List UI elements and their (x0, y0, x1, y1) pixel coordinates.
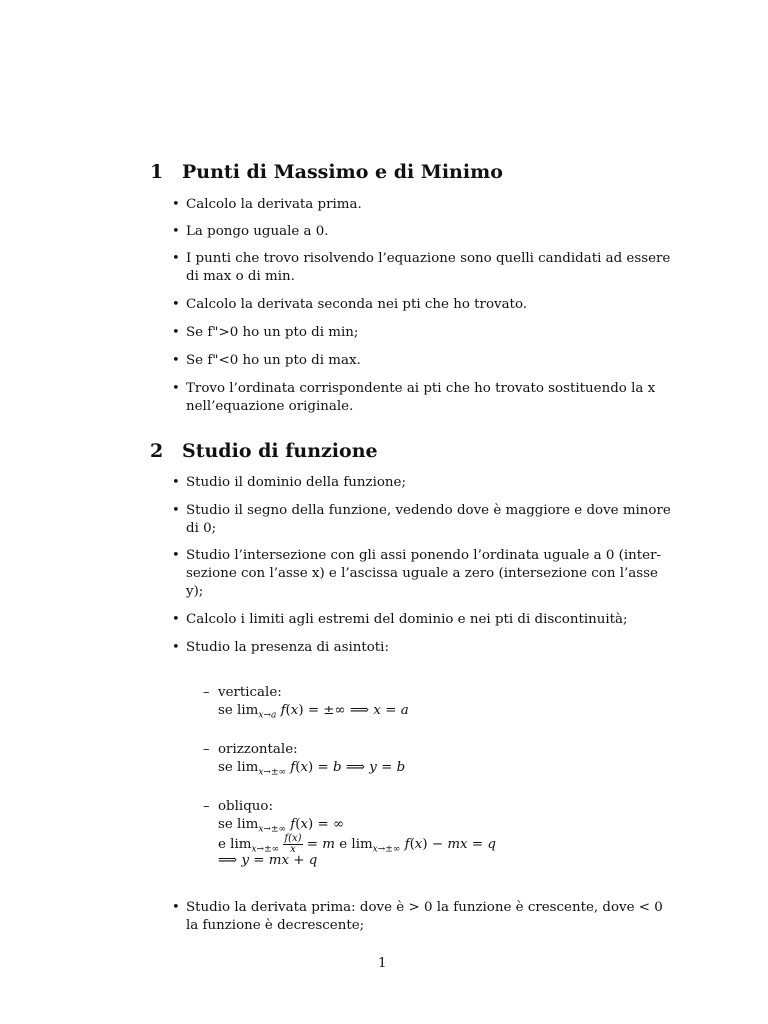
bullet-icon: • (172, 612, 180, 627)
bullet-icon: • (172, 900, 180, 915)
asymptote-oblique-label: obliquo: (218, 799, 273, 814)
list-item: I punti che trovo risolvendo l’equazione sono quelli candidati ad essere (186, 251, 671, 266)
list-item: Studio il dominio della funzione; (186, 475, 406, 490)
list-item: La pongo uguale a 0. (186, 224, 329, 239)
list-item: Se f">0 ho un pto di min; (186, 325, 359, 340)
section-number: 2 (150, 440, 164, 462)
bullet-icon: • (172, 353, 180, 368)
section-number: 1 (150, 161, 164, 183)
list-item-continuation: y); (186, 584, 204, 599)
section-title: Punti di Massimo e di Minimo (182, 161, 503, 183)
list-item-continuation: di max o di min. (186, 269, 295, 284)
dash-icon: – (203, 742, 210, 757)
list-item: Calcolo i limiti agli estremi del dominio e nei pti di discontinuità; (186, 612, 628, 627)
list-item: Studio l’intersezione con gli assi ponendo l’ordinata uguale a 0 (inter- (186, 548, 662, 563)
bullet-icon: • (172, 381, 180, 396)
section-title: Studio di funzione (182, 440, 378, 462)
asymptote-vertical-formula: se $\lim_{x\to a} f(x)$ = ±∞ ⟹ x = a (218, 703, 409, 721)
section-2-heading (0, 440, 768, 464)
bullet-icon: • (172, 503, 180, 518)
bullet-icon: • (172, 251, 180, 266)
asymptote-horizontal-label: orizzontale: (218, 742, 298, 757)
bullet-icon: • (172, 224, 180, 239)
list-item: Trovo l’ordinata corrispondente ai pti che ho trovato sostituendo la x (186, 381, 656, 396)
page-number: 1 (378, 956, 387, 971)
list-item: Studio la derivata prima: dove è > 0 la funzione è crescente, dove < 0 (186, 900, 663, 915)
list-item: Studio il segno della funzione, vedendo dove è maggiore e dove minore (186, 503, 671, 518)
list-item: Calcolo la derivata seconda nei pti che ho trovato. (186, 297, 528, 312)
list-item-continuation: la funzione è decrescente; (186, 918, 365, 933)
list-item-continuation: sezione con l’asse x) e l’ascissa uguale a zero (intersezione con l’asse (186, 566, 658, 581)
asymptote-oblique-formula-2: e $\lim_{x\to\pm\infty}$ $\frac{f(x)}{x}$ = m e $\lim_{x\to\pm\infty} f(x)$ − mx = q (218, 833, 496, 855)
list-item-continuation: nell’equazione originale. (186, 399, 354, 414)
asymptote-horizontal-formula: se $\lim_{x\to\pm\infty} f(x) = b$ ⟹ y = b (218, 760, 406, 778)
bullet-icon: • (172, 197, 180, 212)
dash-icon: – (203, 799, 210, 814)
list-item-continuation: di 0; (186, 521, 217, 536)
list-item: Se f"<0 ho un pto di max. (186, 353, 361, 368)
bullet-icon: • (172, 640, 180, 655)
dash-icon: – (203, 685, 210, 700)
asymptote-vertical-label: verticale: (218, 685, 282, 700)
section-1-heading (0, 161, 768, 185)
bullet-icon: • (172, 325, 180, 340)
list-item: Studio la presenza di asintoti: (186, 640, 389, 655)
asymptote-oblique-formula-3: ⟹ y = mx + q (218, 853, 318, 868)
asymptote-oblique-formula-1: se $\lim_{x\to\pm\infty} f(x)$ = ∞ (218, 817, 345, 835)
bullet-icon: • (172, 297, 180, 312)
bullet-icon: • (172, 475, 180, 490)
bullet-icon: • (172, 548, 180, 563)
list-item: Calcolo la derivata prima. (186, 197, 362, 212)
